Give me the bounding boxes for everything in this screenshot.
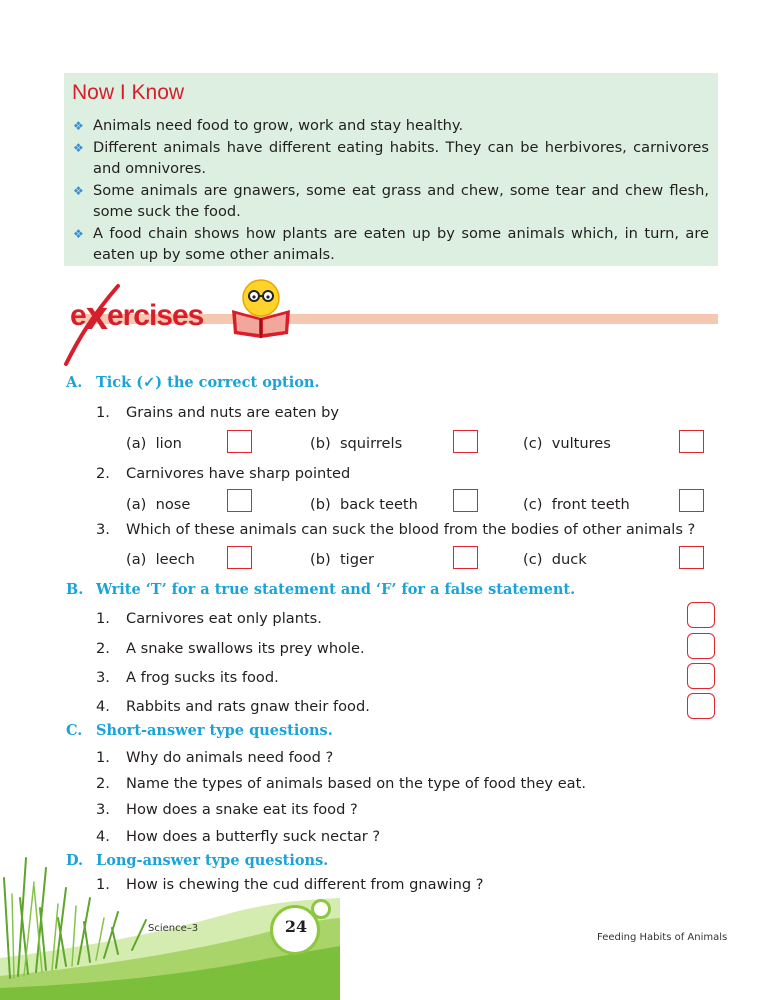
diamond-bullet-icon: ❖	[73, 227, 84, 241]
tick-box-a2-a[interactable]	[227, 489, 252, 512]
page-number-small-circle	[311, 899, 331, 919]
option-a3-c: (c) duck	[523, 551, 587, 568]
question-a3: 3. Which of these animals can suck the blood from the bodies of other animals ?	[96, 521, 696, 538]
diamond-bullet-icon: ❖	[73, 141, 84, 155]
question-b1: 1. Carnivores eat only plants.	[96, 610, 322, 627]
question-c3: 3. How does a snake eat its food ?	[96, 801, 358, 818]
question-a1: 1. Grains and nuts are eaten by	[96, 404, 340, 421]
option-a1-a: (a) lion	[126, 435, 182, 452]
tick-box-a3-a[interactable]	[227, 546, 252, 569]
now-i-know-title: Now I Know	[72, 81, 185, 104]
true-false-box-b3[interactable]	[687, 663, 715, 689]
option-a2-a: (a) nose	[126, 496, 191, 513]
tick-box-a1-c[interactable]	[679, 430, 704, 453]
know-item: ❖ Different animals have different eating habits. They can be herbivores, carnivores and omnivores.	[73, 139, 709, 177]
exercises-banner-title: exercises	[70, 294, 204, 338]
question-b3: 3. A frog sucks its food.	[96, 669, 279, 686]
diamond-bullet-icon: ❖	[73, 184, 84, 198]
true-false-box-b4[interactable]	[687, 693, 715, 719]
tick-box-a2-c[interactable]	[679, 489, 704, 512]
diamond-bullet-icon: ❖	[73, 119, 84, 133]
footer-chapter-title: Feeding Habits of Animals	[597, 932, 728, 943]
option-a1-b: (b) squirrels	[310, 435, 403, 452]
know-item: ❖ A food chain shows how plants are eaten up by some animals which, in turn, are eaten up by some other animals.	[73, 225, 709, 263]
section-a-heading: A. Tick (✓) the correct option.	[66, 374, 320, 391]
tick-box-a3-b[interactable]	[453, 546, 478, 569]
option-a3-b: (b) tiger	[310, 551, 374, 568]
question-b4: 4. Rabbits and rats gnaw their food.	[96, 698, 370, 715]
know-item: ❖ Animals need food to grow, work and stay healthy.	[73, 115, 709, 136]
section-d-heading: D. Long-answer type questions.	[66, 852, 329, 869]
section-c-heading: C. Short-answer type questions.	[66, 722, 333, 739]
true-false-box-b1[interactable]	[687, 602, 715, 628]
question-c4: 4. How does a butterfly suck nectar ?	[96, 828, 381, 845]
option-a3-a: (a) leech	[126, 551, 195, 568]
footer-book-title: Science–3	[148, 923, 199, 934]
true-false-box-b2[interactable]	[687, 633, 715, 659]
question-d1: 1. How is chewing the cud different from gnawing ?	[96, 876, 484, 893]
tick-box-a2-b[interactable]	[453, 489, 478, 512]
question-b2: 2. A snake swallows its prey whole.	[96, 640, 365, 657]
page-number: 24	[284, 917, 308, 936]
question-c2: 2. Name the types of animals based on the type of food they eat.	[96, 775, 586, 792]
option-a1-c: (c) vultures	[523, 435, 611, 452]
option-a2-b: (b) back teeth	[310, 496, 418, 513]
option-a2-c: (c) front teeth	[523, 496, 630, 513]
tick-box-a3-c[interactable]	[679, 546, 704, 569]
section-b-heading: B. Write ‘T’ for a true statement and ‘F’ for a false statement.	[66, 581, 576, 598]
question-c1: 1. Why do animals need food ?	[96, 749, 334, 766]
reading-smiley-icon	[228, 276, 294, 338]
question-a2: 2. Carnivores have sharp pointed	[96, 465, 351, 482]
tick-box-a1-a[interactable]	[227, 430, 252, 453]
tick-box-a1-b[interactable]	[453, 430, 478, 453]
know-item: ❖ Some animals are gnawers, some eat grass and chew, some tear and chew flesh, some suck the food.	[73, 182, 709, 220]
